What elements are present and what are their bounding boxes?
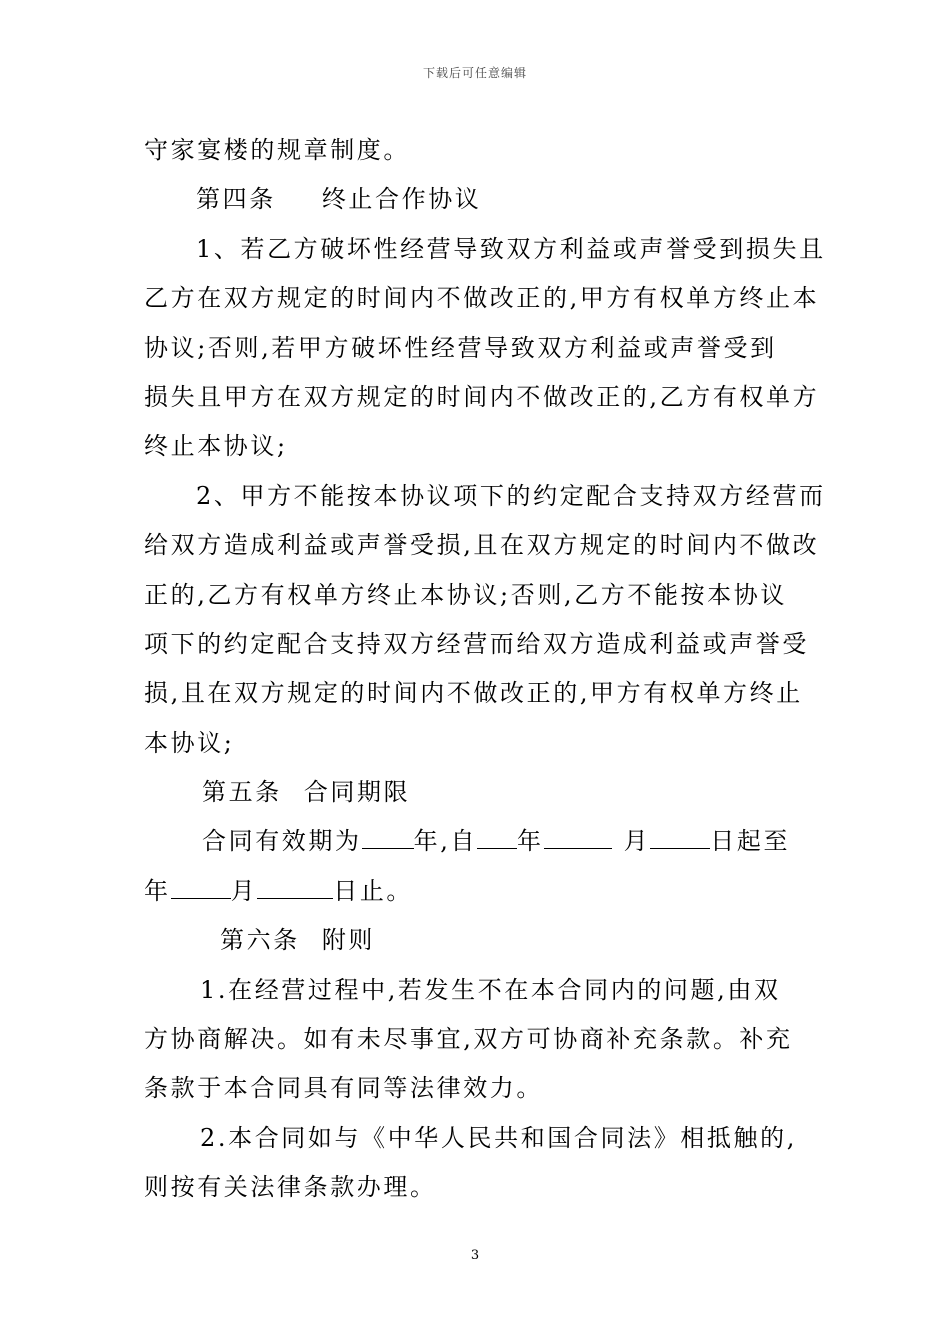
document-body	[144, 126, 826, 1213]
blank-start-month	[544, 828, 612, 849]
paragraph-line: 终止本协议;	[144, 432, 288, 461]
article-number: 第四条	[196, 185, 276, 214]
paragraph-line: 损,且在双方规定的时间内不做改正的,甲方有权单方终止	[144, 679, 803, 708]
term-text: 年	[144, 876, 171, 905]
paragraph-line: 项下的约定配合支持双方经营而给双方造成利益或声誉受	[144, 629, 809, 658]
blank-start-day	[650, 828, 710, 849]
article-5-heading	[144, 768, 808, 817]
page-header-note: 下载后可任意编辑	[422, 66, 527, 80]
paragraph-line: 给双方造成利益或声誉受损,且在双方规定的时间内不做改	[144, 531, 820, 560]
article-title: 终止合作协议	[321, 185, 482, 214]
paragraph-line: 乙方在双方规定的时间内不做改正的,甲方有权单方终止本	[144, 284, 820, 313]
paragraph-line: 1.在经营过程中,若发生不在本合同内的问题,由双	[200, 975, 781, 1004]
paragraph-line: 1、若乙方破坏性经营导致双方利益或声誉受到损失且	[196, 234, 826, 263]
paragraph-line: 损失且甲方在双方规定的时间内不做改正的,乙方有权单方	[144, 382, 820, 411]
paragraph-line: 协议;否则,若甲方破坏性经营导致双方利益或声誉受到	[144, 333, 777, 362]
blank-years	[362, 828, 414, 849]
term-text: 日起至	[710, 827, 791, 856]
article-4-heading	[144, 175, 808, 224]
page-number: 3	[470, 1248, 480, 1263]
blank-end-month	[171, 878, 231, 899]
blank-start-year	[477, 828, 517, 849]
blank-end-day	[257, 878, 333, 899]
term-text: 合同有效期为	[202, 827, 362, 856]
paragraph-line: 条款于本合同具有同等法律效力。	[144, 1074, 543, 1103]
paragraph-line: 方协商解决。如有未尽事宜,双方可协商补充条款。补充	[144, 1025, 793, 1054]
paragraph-line: 正的,乙方有权单方终止本协议;否则,乙方不能按本协议	[144, 580, 787, 609]
term-text: 月	[230, 876, 258, 905]
paragraph-line: 2、甲方不能按本协议项下的约定配合支持双方经营而	[196, 481, 826, 510]
paragraph-line: 本协议;	[144, 728, 235, 757]
paragraph-line: 守家宴楼的规章制度。	[144, 136, 410, 164]
paragraph-line: 则按有关法律条款办理。	[144, 1173, 437, 1202]
article-title: 附则	[321, 926, 376, 955]
term-text: 月	[623, 827, 651, 856]
article-number: 第五条	[202, 778, 282, 807]
term-text: 日止。	[333, 876, 414, 905]
article-6-heading	[144, 916, 808, 965]
term-text: 年	[517, 827, 544, 856]
term-text: 年,自	[413, 827, 478, 856]
contract-term-line	[144, 867, 808, 916]
paragraph-line: 2.本合同如与《中华人民共和国合同法》相抵触的,	[200, 1123, 797, 1152]
article-title: 合同期限	[303, 778, 411, 807]
article-number: 第六条	[220, 926, 300, 955]
contract-term-line	[144, 817, 808, 866]
